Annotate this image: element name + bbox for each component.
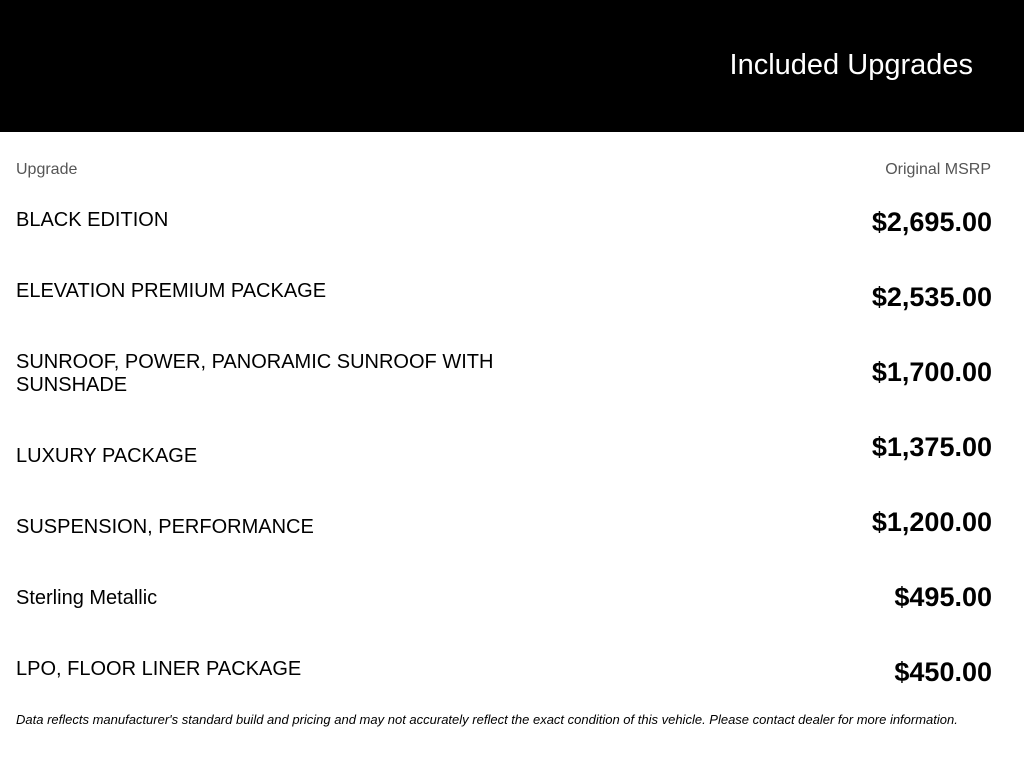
disclaimer-text: Data reflects manufacturer's standard build and pricing and may not accurately reflect the exact condition of this vehicle. Please contact dealer for more information. bbox=[16, 712, 958, 727]
upgrade-name: SUNROOF, POWER, PANORAMIC SUNROOF WITH SUNSHADE bbox=[16, 351, 494, 396]
column-header-original-msrp: Original MSRP bbox=[885, 161, 991, 178]
upgrade-price: $495.00 bbox=[894, 582, 992, 612]
upgrade-price: $2,535.00 bbox=[871, 282, 992, 312]
upgrade-name: LUXURY PACKAGE bbox=[16, 445, 198, 467]
upgrade-name: SUSPENSION, PERFORMANCE bbox=[16, 516, 314, 538]
upgrade-price: $450.00 bbox=[894, 657, 992, 687]
column-header-upgrade: Upgrade bbox=[16, 161, 78, 178]
upgrade-price: $1,375.00 bbox=[871, 432, 992, 462]
upgrade-name: LPO, FLOOR LINER PACKAGE bbox=[16, 658, 302, 680]
upgrade-name: Sterling Metallic bbox=[16, 587, 158, 609]
upgrade-name: BLACK EDITION bbox=[16, 209, 169, 231]
page-header bbox=[0, 0, 1024, 132]
upgrade-name: ELEVATION PREMIUM PACKAGE bbox=[16, 280, 327, 302]
page-title: Included Upgrades bbox=[729, 49, 973, 81]
upgrade-price: $1,700.00 bbox=[871, 357, 992, 387]
upgrade-price: $2,695.00 bbox=[871, 207, 992, 237]
upgrade-price: $1,200.00 bbox=[871, 507, 992, 537]
